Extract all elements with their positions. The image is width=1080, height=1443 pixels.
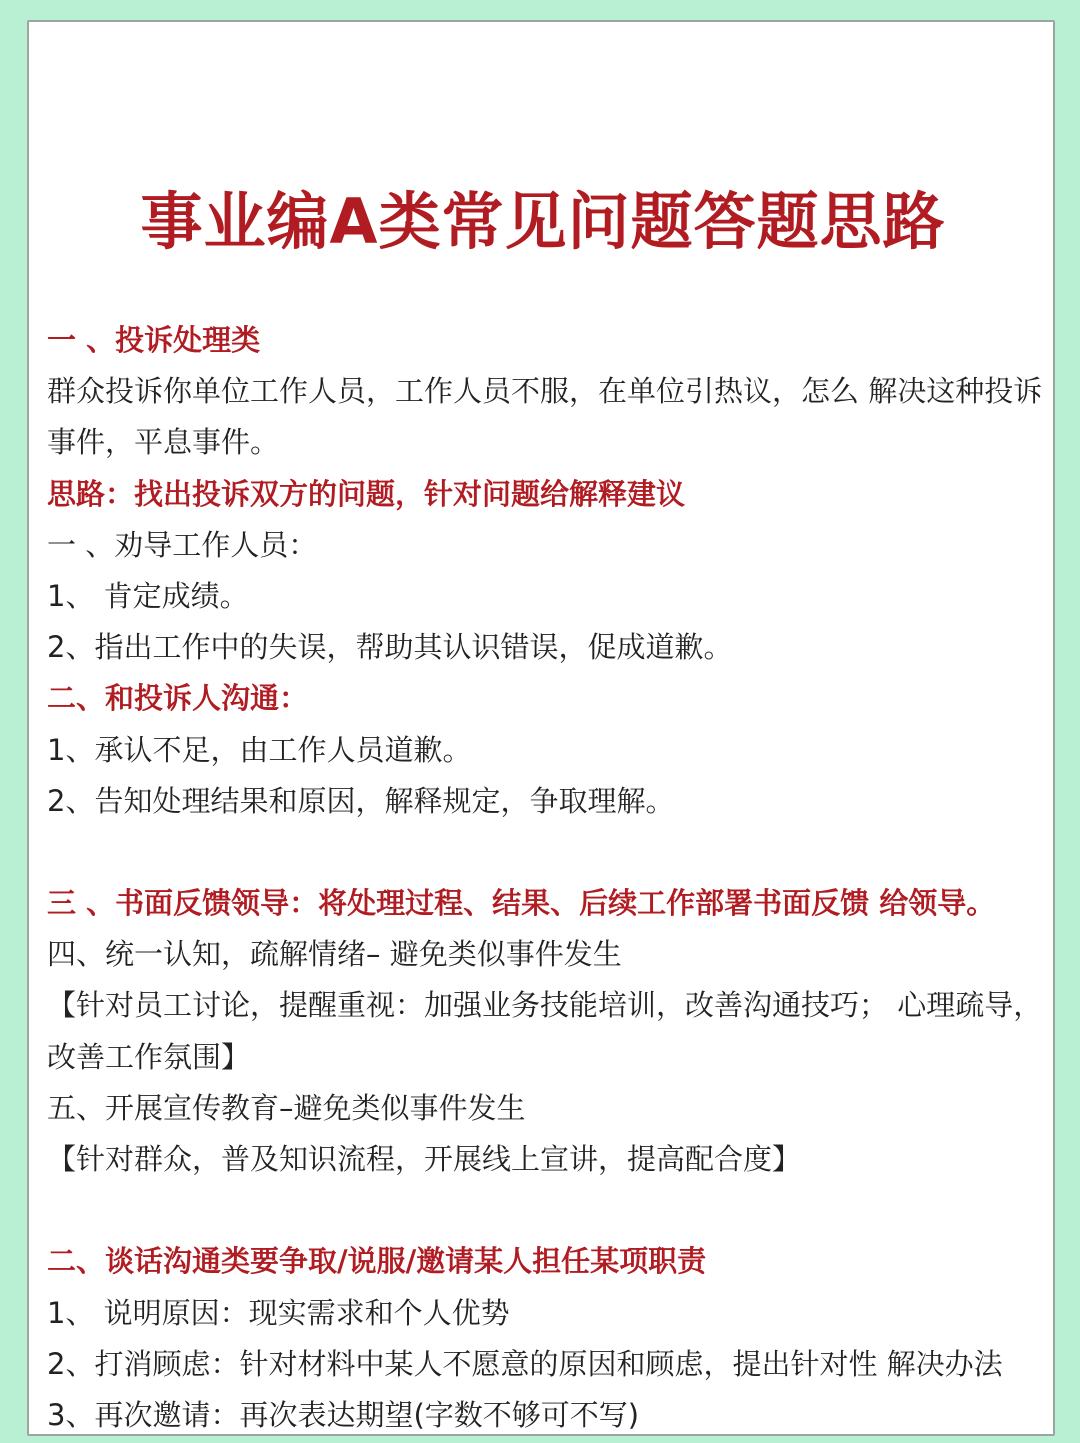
complaint-idea: 思路：找出投诉双方的问题，针对问题给解释建议 xyxy=(47,476,686,511)
article-body xyxy=(47,315,1055,1436)
talk-item-3: 3、再次邀请：再次表达期望(字数不够可不写) xyxy=(47,1398,640,1432)
blank-line xyxy=(47,1185,1055,1236)
complaint-question: 群众投诉你单位工作人员，工作人员不服，在单位引热议，怎么 解决这种投诉事件，平息事件。 xyxy=(47,374,1043,460)
talk-item-1: 1、 说明原因：现实需求和个人优势 xyxy=(47,1295,510,1330)
section-heading-complaint: 一 、投诉处理类 xyxy=(47,323,261,357)
step2-heading: 二、和投诉人沟通： xyxy=(47,681,309,716)
step4-heading: 四、统一认知，疏解情绪– 避免类似事件发生 xyxy=(47,937,622,972)
step1-heading: 一 、劝导工作人员： xyxy=(47,527,318,562)
section-heading-talk: 二、谈话沟通类要争取/说服/邀请某人担任某项职责 xyxy=(47,1244,707,1279)
step2-item-2: 2、告知处理结果和原因，解释规定，争取理解。 xyxy=(47,783,675,818)
page-title: 事业编A类常见问题答题思路 xyxy=(140,185,946,258)
content-card xyxy=(27,20,1055,1436)
step5-heading: 五、开展宣传教育–避免类似事件发生 xyxy=(47,1090,526,1125)
step4-detail: 【针对员工讨论，提醒重视：加强业务技能培训，改善沟通技巧； 心理疏导，改善工作氛围】 xyxy=(47,988,1043,1074)
step2-item-1: 1、承认不足，由工作人员道歉。 xyxy=(47,732,472,767)
step1-item-1: 1、 肯定成绩。 xyxy=(47,578,249,613)
step5-detail: 【针对群众，普及知识流程，开展线上宣讲，提高配合度】 xyxy=(47,1142,802,1177)
talk-item-2: 2、打消顾虑：针对材料中某人不愿意的原因和顾虑，提出针对性 解决办法 xyxy=(47,1346,1003,1381)
step1-item-2: 2、指出工作中的失误，帮助其认识错误，促成道歉。 xyxy=(47,630,733,665)
blank-line xyxy=(47,827,1055,878)
step3-line: 三 、书面反馈领导：将处理过程、结果、后续工作部署书面反馈 给领导。 xyxy=(47,886,996,921)
